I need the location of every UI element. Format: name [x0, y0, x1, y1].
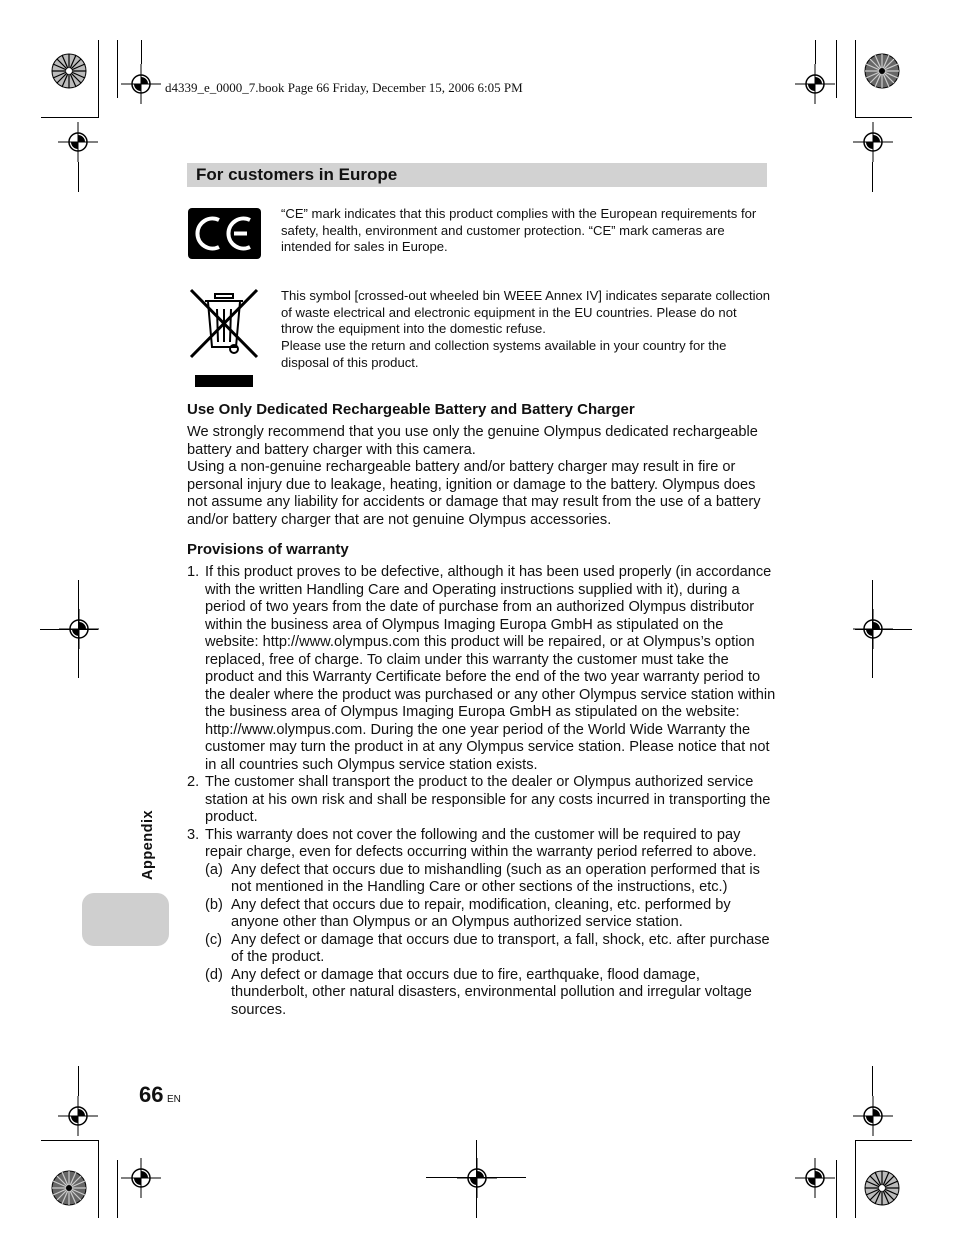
list-item-text: This warranty does not cover the following and the customer will be required to pay repair charge, even for defects occurring within the warranty period referred to above. [205, 826, 757, 860]
registration-mark-icon [795, 1158, 835, 1198]
sub-list-item [187, 932, 777, 967]
registration-mark-icon [457, 1158, 497, 1198]
section-title-bar [187, 163, 767, 187]
sub-list-item-label: (b) [205, 896, 223, 913]
sub-list-item [187, 862, 777, 897]
language-code: EN [167, 1094, 181, 1105]
list-item [187, 564, 777, 774]
crop-line [855, 1140, 856, 1218]
sub-list-item [187, 967, 777, 1020]
battery-paragraph [187, 424, 772, 529]
crop-line [41, 117, 99, 118]
list-item-text: The customer shall transport the product to the dealer or Olympus authorized service station at his own risk and shall be responsible for any costs incurred in transporting the product. [205, 774, 771, 825]
registration-mark-icon [121, 1158, 161, 1198]
list-item-number: 1. [187, 564, 200, 580]
sub-list-item-text: Any defect that occurs due to mishandling (such as an operation performed that is not mentioned in the Handling Care or other sections of the instructions, etc.) [231, 861, 760, 895]
ce-mark-icon [188, 208, 261, 259]
crop-line [78, 1066, 79, 1096]
appendix-side-label: Appendix [140, 809, 156, 880]
crop-line [815, 40, 816, 64]
rosette-mark-icon [864, 1170, 900, 1206]
crop-line [855, 629, 912, 630]
crop-line [872, 162, 873, 192]
warranty-list [187, 564, 777, 1019]
ce-mark-description: “CE” mark indicates that this product complies with the European requirements for safety, health, environment and customer protection. “CE” mark cameras are intended for sales in Europe. [281, 206, 757, 255]
crop-line [141, 40, 142, 64]
warranty-heading: Provisions of warranty [187, 541, 349, 558]
appendix-side-tab [82, 893, 169, 946]
crop-line [476, 1140, 477, 1218]
rosette-mark-icon [51, 53, 87, 89]
sub-list-item-label: (a) [205, 861, 223, 878]
registration-mark-icon [58, 122, 98, 162]
weee-description [281, 288, 771, 372]
sub-list-item-text: Any defect that occurs due to repair, modification, cleaning, etc. performed by anyone other than Olympus or an Olympus authorized service station. [231, 896, 731, 930]
crop-line [40, 629, 98, 630]
list-item [187, 827, 777, 862]
crop-line [855, 1140, 912, 1141]
sub-list-item [187, 897, 777, 932]
registration-mark-icon [795, 64, 835, 104]
sub-list-item-text: Any defect or damage that occurs due to fire, earthquake, flood damage, thunderbolt, other natural disasters, environmental pollution and irregular voltage sources. [231, 966, 752, 1018]
list-item-number: 3. [187, 826, 200, 843]
registration-mark-icon [121, 64, 161, 104]
sub-list-item-label: (d) [205, 966, 223, 983]
crop-line [78, 162, 79, 192]
list-item-number: 2. [187, 774, 200, 790]
crop-line [855, 117, 912, 118]
rosette-mark-icon [864, 53, 900, 89]
crop-line [872, 1066, 873, 1096]
crossed-out-wheeled-bin-icon [187, 287, 261, 389]
rosette-mark-icon [51, 1170, 87, 1206]
crop-line [836, 40, 837, 98]
crop-line [98, 40, 99, 118]
battery-heading: Use Only Dedicated Rechargeable Battery and Battery Charger [187, 401, 635, 418]
crop-line [836, 1160, 837, 1218]
crop-line [117, 1160, 118, 1218]
registration-mark-icon [58, 1096, 98, 1136]
crop-line [117, 40, 118, 98]
page-number: 66 [139, 1082, 164, 1107]
battery-paragraph-2: Using a non-genuine rechargeable battery and/or battery charger may result in fire or personal injury due to leakage, heating, ignition or damage to the battery. Olympus does not assume any liability for accidents or damage that may result from the use of a battery and/or battery charger that are not genuine Olympus accessories. [187, 459, 761, 528]
registration-mark-icon [853, 1096, 893, 1136]
crop-line [41, 1140, 99, 1141]
weee-description-line1: This symbol [crossed-out wheeled bin WEEE Annex IV] indicates separate collection of waste electrical and electronic equipment in the EU countries. Please do not throw the equipment into the domestic refuse. [281, 288, 771, 337]
sub-list-item-label: (c) [205, 931, 223, 948]
book-info-header: d4339_e_0000_7.book Page 66 Friday, December 15, 2006 6:05 PM [165, 80, 523, 95]
list-item [187, 774, 777, 827]
crop-line [98, 1140, 99, 1218]
battery-paragraph-1: We strongly recommend that you use only the genuine Olympus dedicated rechargeable battery and battery charger with this camera. [187, 424, 758, 458]
list-item-text: If this product proves to be defective, although it has been used properly (in accordance with the written Handling Care and Operating instructions supplied with it), during a period of two years from the date of purchase from an authorized Olympus distributor within the business area of Olympus Imaging Europa GmbH as stipulated on the website: http://www.olympus.com this product will be repaired, or at Olympus’s option replaced, free of charge. To claim under this warranty the customer must take the product and this Warranty Certificate before the end of the two year warranty period to the dealer where the product was purchased or any other Olympus service station within the business area of Olympus Imaging Europa GmbH as stipulated on the website: http://www.olympus.com. During the one year period of the World Wide Warranty the customer may turn the product in at any Olympus service station. Please notice that not in all countries such Olympus service station exists. [205, 564, 776, 773]
sub-list-item-text: Any defect or damage that occurs due to transport, a fall, shock, etc. after purchase of the product. [231, 931, 770, 965]
registration-mark-icon [853, 122, 893, 162]
weee-description-line2: Please use the return and collection systems available in your country for the disposal of this product. [281, 338, 727, 370]
crop-line [855, 40, 856, 118]
section-title: For customers in Europe [196, 165, 398, 184]
